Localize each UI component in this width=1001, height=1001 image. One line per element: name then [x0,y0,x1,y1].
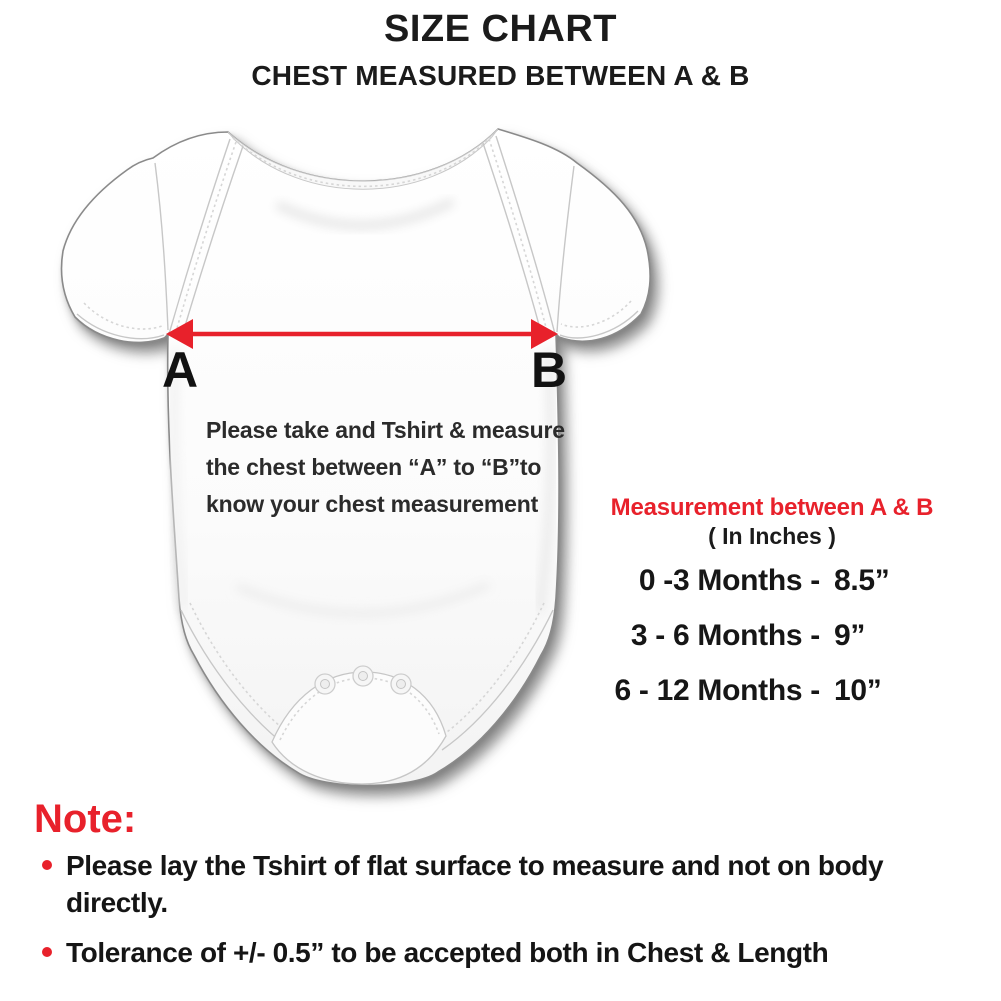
bullet-icon [42,860,52,870]
bullet-icon [42,947,52,957]
point-b-label: B [531,342,568,398]
measurement-row [572,619,972,653]
measurement-row [572,564,972,598]
measurement-heading: Measurement between A & B [610,494,934,521]
size-range: 3 - 6 Months - [630,619,820,652]
note-text: Please lay the Tshirt of flat surface to measure and not on body directly. [66,850,884,918]
note-item [40,934,998,971]
note-item [40,847,998,921]
note-text: Tolerance of +/- 0.5” to be accepted both in Chest & Length [66,937,829,968]
notes-heading: Note: [34,797,137,841]
instruction-line: the chest between “A” to “B”to [206,454,542,480]
page-title: SIZE CHART [384,8,617,50]
size-range: 0 -3 Months - [638,564,820,597]
instruction-line: know your chest measurement [206,491,539,517]
notes-list [40,847,998,984]
size-value: 9” [834,619,866,652]
size-value: 10” [834,674,882,707]
measurement-panel [572,494,972,729]
instruction-text [206,412,566,523]
measurement-subheading: ( In Inches ) [708,523,836,549]
instruction-line: Please take and Tshirt & measure [206,417,565,443]
measurement-rows [572,564,972,708]
page-subtitle: CHEST MEASURED BETWEEN A & B [251,60,750,91]
measurement-row [572,674,972,708]
size-value: 8.5” [834,564,890,597]
size-range: 6 - 12 Months - [614,674,820,707]
point-a-label: A [162,342,199,398]
